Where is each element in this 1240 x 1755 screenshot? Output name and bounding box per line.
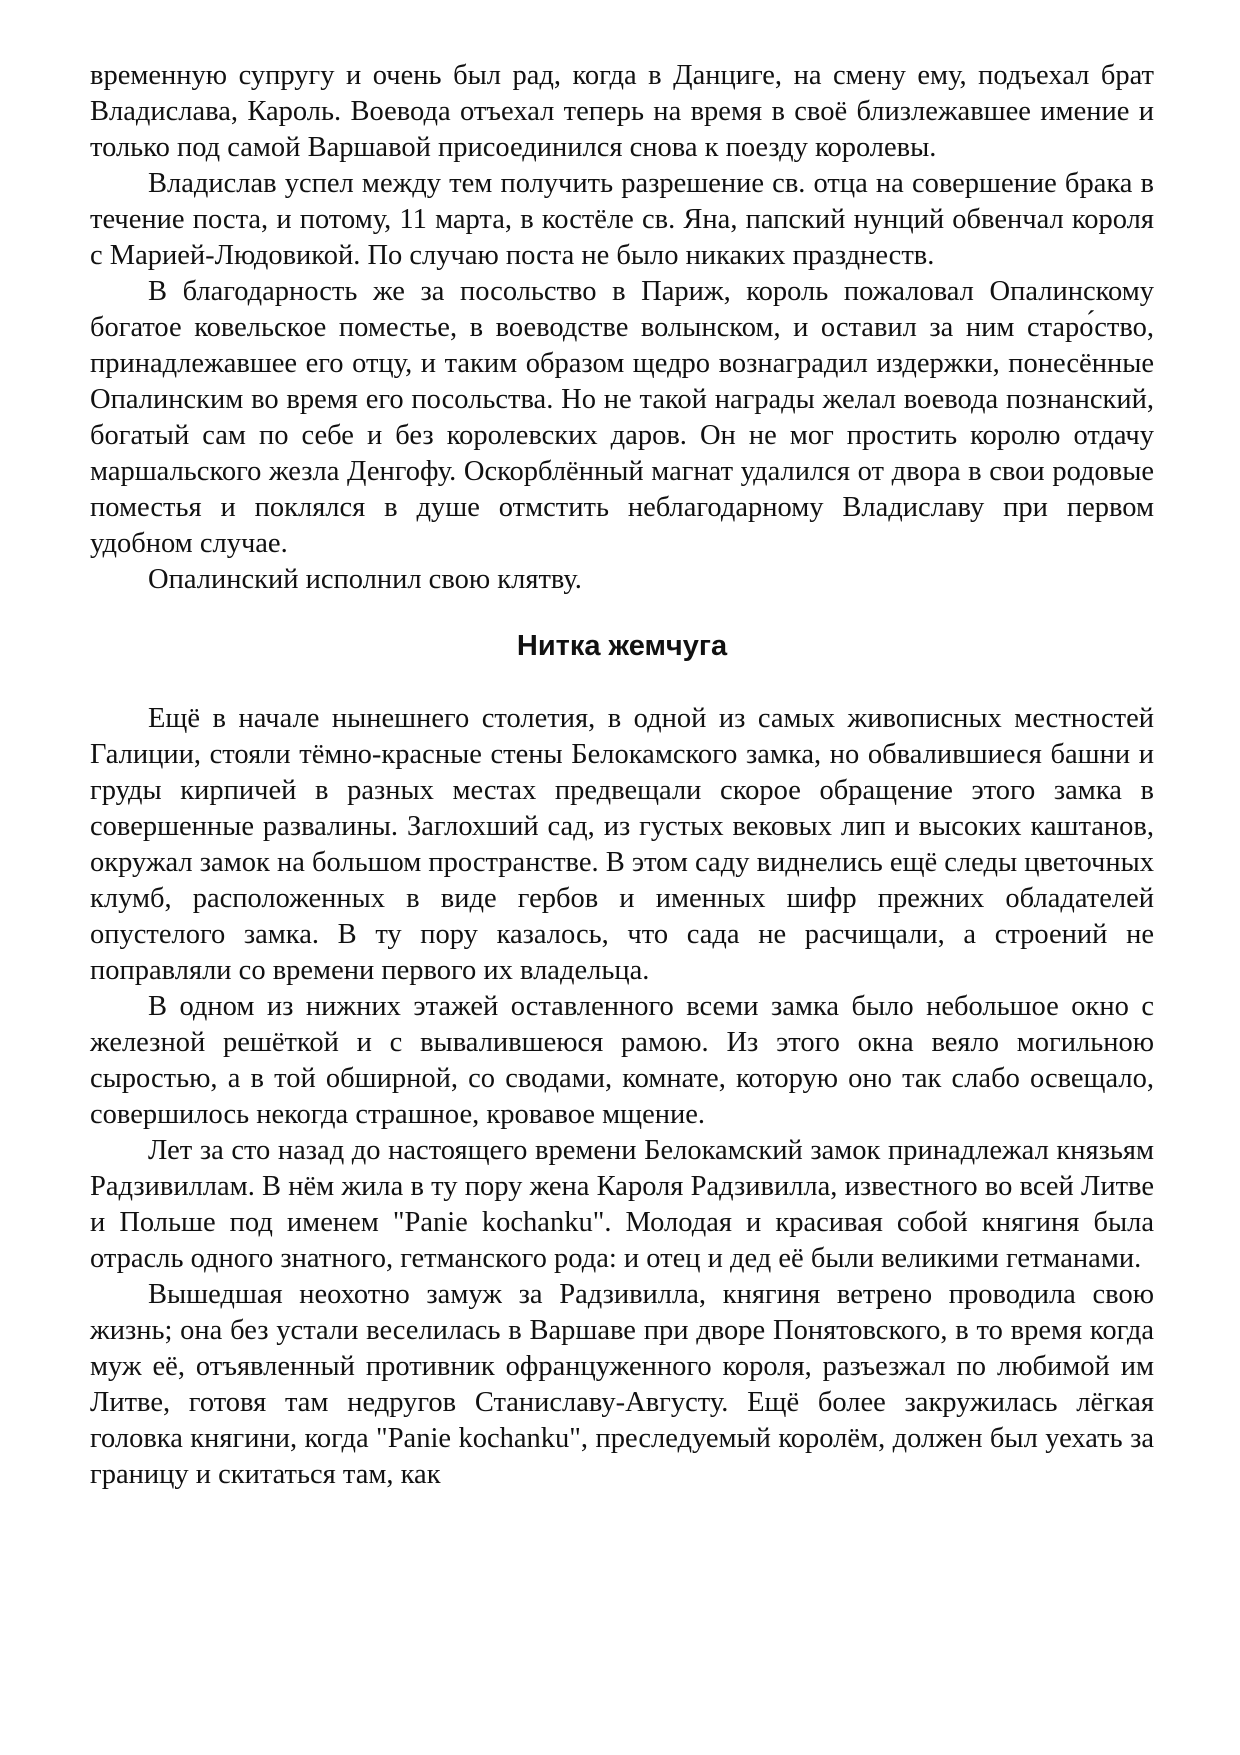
paragraph: Опалинский исполнил свою клятву. [148, 564, 582, 595]
paragraph: Вышедшая неохотно замуж за Радзивилла, княгиня ветрено проводила свою жизнь; она без устали веселилась в Варшаве при дворе Понятовского, в то время когда муж её, отъявленный противник офранцуженного короля, разъезжал по любимой им Литве, готовя там недругов Станиславу-Августу. Ещё более закружилась лёгкая головка княгини, когда "Panie kochanku", преследуемый королём, должен был уехать за границу и скитаться там, как [90, 1279, 1154, 1490]
document-page [90, 58, 1154, 1493]
paragraph: В благодарность же за посольство в Париж, король пожаловал Опалинскому богатое ковельское поместье, в воеводстве волынском, и оставил за ним старо́ство, принадлежавшее его отцу, и таким образом щедро вознаградил издержки, понесённые Опалинским во время его посольства. Но не такой награды желал воевода познанский, богатый сам по себе и без королевских даров. Он не мог простить королю отдачу маршальского жезла Денгофу. Оскорблённый магнат удалился от двора в свои родовые поместья и поклялся в душе отмстить неблагодарному Владиславу при первом удобном случае. [90, 276, 1154, 559]
chapter-title: Нитка жемчуга [516, 630, 728, 662]
paragraph: Владислав успел между тем получить разрешение св. отца на совершение брака в течение поста, и потому, 11 марта, в костёле св. Яна, папский нунций обвенчал короля с Марией-Людовикой. По случаю поста не было никаких празднеств. [90, 168, 1154, 271]
paragraph: Ещё в начале нынешнего столетия, в одной из самых живописных местностей Галиции, стояли тёмно-красные стены Белокамского замка, но обвалившиеся башни и груды кирпичей в разных местах предвещали скорое обращение этого замка в совершенные развалины. Заглохший сад, из густых вековых лип и высоких каштанов, окружал замок на большом пространстве. В этом саду виднелись ещё следы цветочных клумб, расположенных в виде гербов и именных шифр прежних обладателей опустелого замка. В ту пору казалось, что сада не расчищали, а строений не поправляли со времени первого их владельца. [90, 703, 1154, 986]
paragraph: Лет за сто назад до настоящего времени Белокамский замок принадлежал князьям Радзивиллам. В нём жила в ту пору жена Кароля Радзивилла, известного во всей Литве и Польше под именем "Panie kochanku". Молодая и красивая собой княгиня была отрасль одного знатного, гетманского рода: и отец и дед её были великими гетманами. [90, 1135, 1154, 1274]
paragraph: В одном из нижних этажей оставленного всеми замка было небольшое окно с железной решёткой и с вывалившеюся рамою. Из этого окна веяло могильною сыростью, а в той обширной, со сводами, комнате, которую оно так слабо освещало, совершилось некогда страшное, кровавое мщение. [90, 991, 1154, 1130]
paragraph-continuation: временную супругу и очень был рад, когда в Данциге, на смену ему, подъехал брат Владислава, Кароль. Воевода отъехал теперь на время в своё близлежавшее имение и только под самой Варшавой присоединился снова к поезду королевы. [90, 60, 1154, 163]
